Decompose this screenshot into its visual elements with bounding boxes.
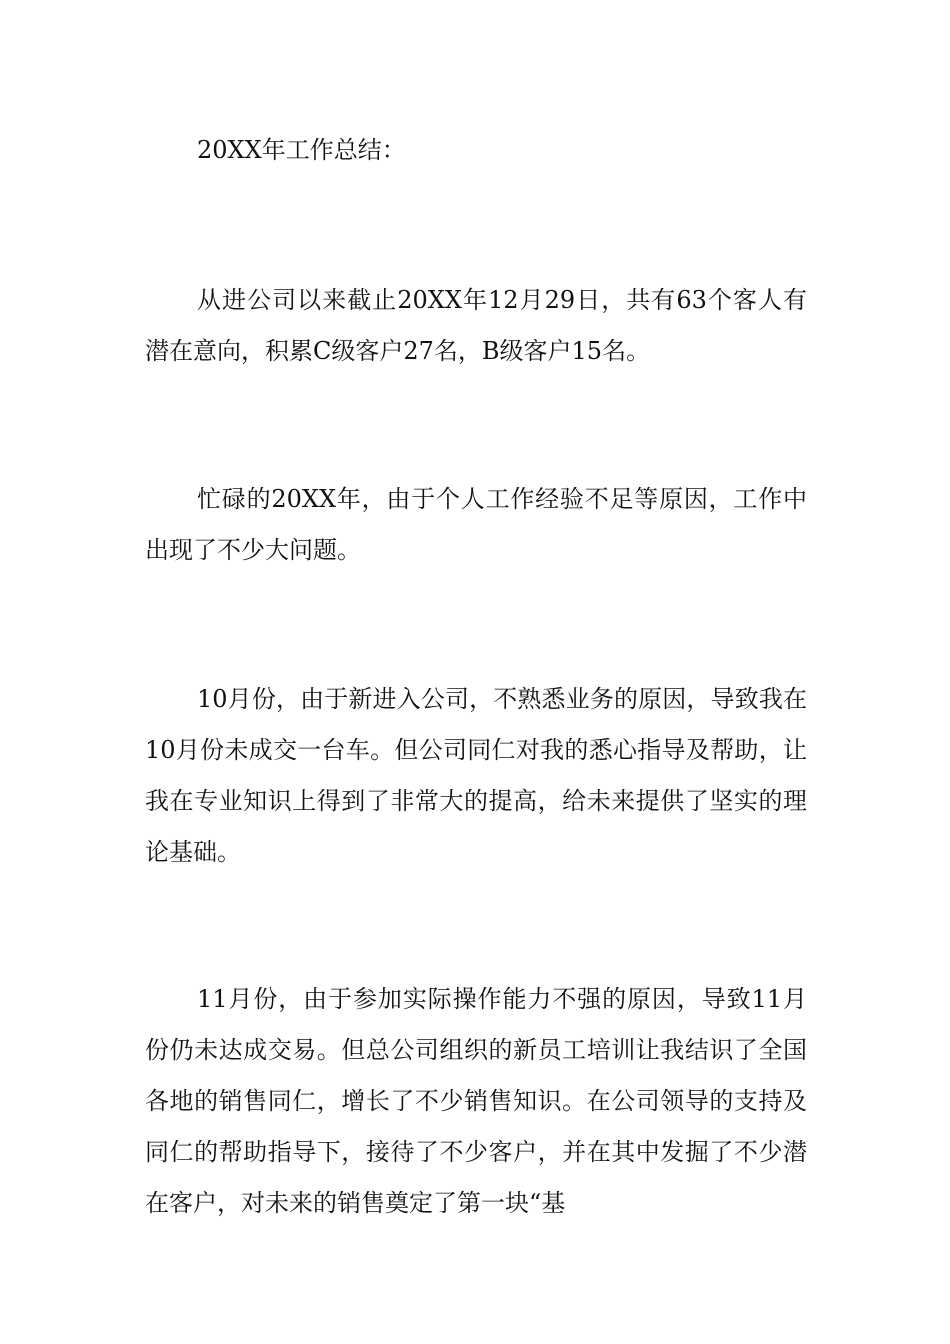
paragraph-november: 11月份，由于参加实际操作能力不强的原因，导致11月份仍未达成交易。但总公司组织的新员工培训让我结识了全国各地的销售同仁，增长了不少销售知识。在公司领导的支持及同仁的帮助指导下，接待了不少客户，并在其中发掘了不少潜在客户，对未来的销售奠定了第一块“基 — [145, 985, 807, 1217]
paragraph-customer-summary: 从进公司以来截止20XX年12月29日，共有63个客人有潜在意向，积累C级客户27名，B级客户15名。 — [145, 286, 807, 365]
paragraph-october: 10月份，由于新进入公司，不熟悉业务的原因，导致我在10月份未成交一台车。但公司同仁对我的悉心指导及帮助，让我在专业知识上得到了非常大的提高，给未来提供了坚实的理论基础。 — [145, 685, 807, 866]
document-heading: 20XX年工作总结： — [197, 136, 406, 164]
paragraph-year-overview: 忙碌的20XX年，由于个人工作经验不足等原因，工作中出现了不少大问题。 — [145, 485, 807, 564]
